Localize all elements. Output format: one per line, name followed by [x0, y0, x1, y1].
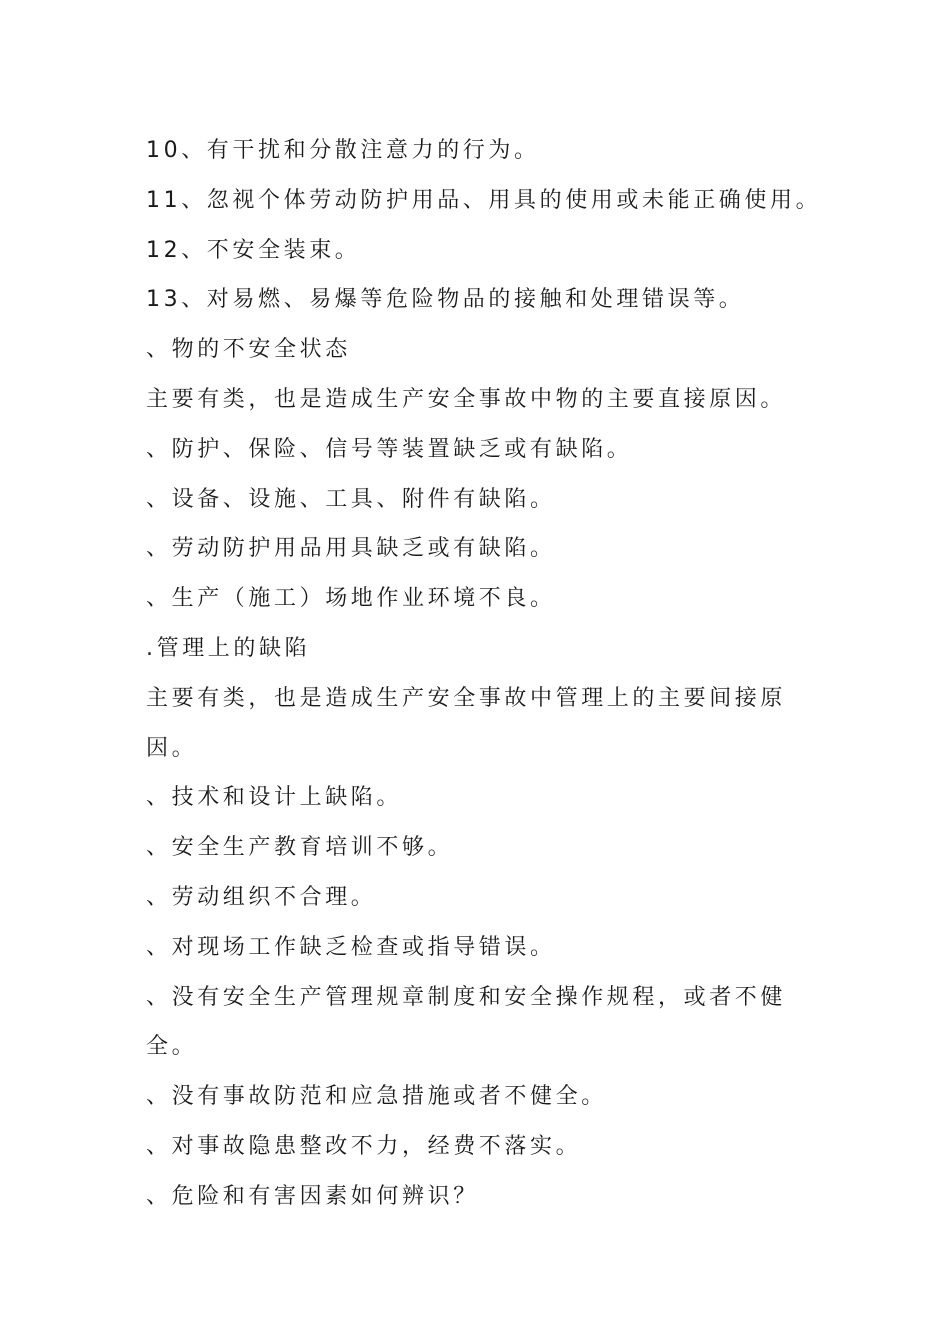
text-line: 、设备、设施、工具、附件有缺陷。 [146, 486, 556, 512]
text-line: 13、对易燃、易爆等危险物品的接触和处理错误等。 [146, 287, 745, 313]
text-line: 、防护、保险、信号等装置缺乏或有缺陷。 [146, 436, 633, 462]
text-line: 因。 [146, 735, 198, 761]
text-line: 、危险和有害因素如何辨识？ [146, 1183, 479, 1209]
text-line: 主要有类，也是造成生产安全事故中物的主要直接原因。 [146, 386, 787, 412]
text-line: 全。 [146, 1034, 198, 1060]
text-line: 10、有干扰和分散注意力的行为。 [146, 138, 540, 163]
text-line: 、生产（施工）场地作业环境不良。 [146, 586, 556, 612]
text-line: 11、忽视个体劳动防护用品、用具的使用或未能正确使用。 [146, 187, 822, 213]
text-line: 、对现场工作缺乏检查或指导错误。 [146, 934, 556, 960]
text-line: 12、不安全装束。 [146, 237, 361, 263]
text-line: 、没有安全生产管理规章制度和安全操作规程，或者不健 [146, 984, 787, 1010]
text-line: 、安全生产教育培训不够。 [146, 835, 454, 861]
text-line: 、没有事故防范和应急措施或者不健全。 [146, 1084, 607, 1110]
text-line: 主要有类，也是造成生产安全事故中管理上的主要间接原 [146, 685, 787, 711]
document-body [146, 126, 822, 1222]
text-line: 、技术和设计上缺陷。 [146, 785, 403, 811]
section-heading: 、物的不安全状态 [146, 337, 351, 363]
text-line: 、劳动组织不合理。 [146, 884, 377, 910]
section-heading: .管理上的缺陷 [146, 635, 311, 661]
text-line: 、劳动防护用品用具缺乏或有缺陷。 [146, 536, 556, 562]
text-line: 、对事故隐患整改不力，经费不落实。 [146, 1133, 582, 1159]
